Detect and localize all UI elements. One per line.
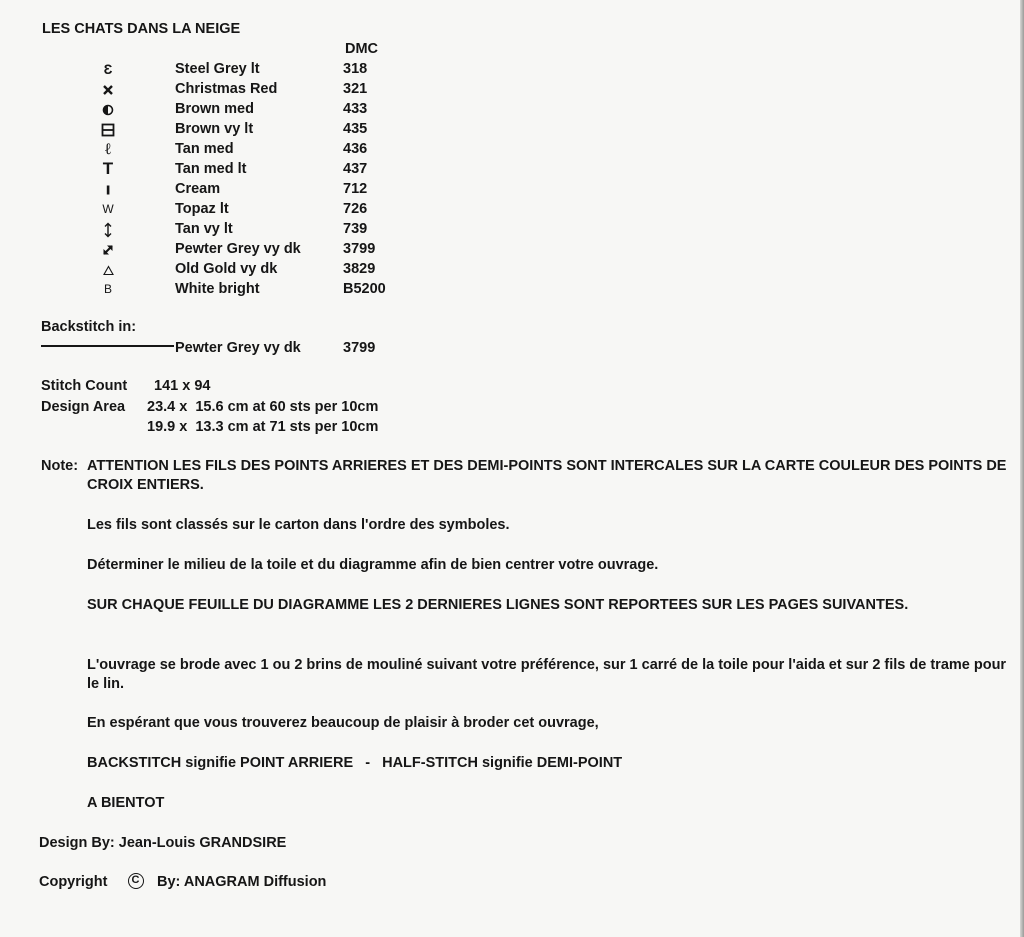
dmc-code: 712 — [343, 181, 368, 197]
note-paragraph: En espérant que vous trouverez beaucoup de plaisir à broder cet ouvrage, — [87, 715, 599, 731]
note-paragraph: A BIENTOT — [87, 795, 165, 811]
backstitch-label: Backstitch in: — [41, 319, 137, 335]
copyright-by: By: ANAGRAM Diffusion — [157, 874, 327, 890]
cross-icon — [98, 80, 118, 98]
thread-name: Pewter Grey vy dk — [175, 241, 301, 257]
backstitch-line-sample — [41, 345, 174, 347]
dmc-code: 726 — [343, 201, 368, 217]
note-paragraph: BACKSTITCH signifie POINT ARRIERE - HALF-STITCH signifie DEMI-POINT — [87, 755, 623, 771]
dmc-code: 321 — [343, 81, 368, 97]
b-letter-icon: B — [103, 282, 112, 296]
stitch-count-value: 141 x 94 — [154, 378, 211, 394]
thread-name: Brown med — [175, 101, 254, 117]
design-by: Design By: Jean-Louis GRANDSIRE — [39, 835, 287, 851]
thread-name: Topaz lt — [175, 201, 229, 217]
triangle-icon — [98, 260, 118, 278]
note-paragraph: ATTENTION LES FILS DES POINTS ARRIERES ET DES DEMI-POINTS SONT INTERCALES SUR LA CARTE COULEUR DES POINTS DE CROIX ENTIERS. — [87, 458, 1007, 493]
dmc-code: 3829 — [343, 261, 376, 277]
note-paragraph: SUR CHAQUE FEUILLE DU DIAGRAMME LES 2 DERNIERES LIGNES SONT REPORTEES SUR LES PAGES SUIVANTES. — [87, 597, 909, 613]
vertical-bar-icon — [98, 180, 118, 198]
dmc-code: B5200 — [343, 281, 386, 297]
thread-name: Steel Grey lt — [175, 61, 260, 77]
thread-name: Tan vy lt — [175, 221, 233, 237]
thread-name: White bright — [175, 281, 260, 297]
dmc-code: 739 — [343, 221, 368, 237]
design-area-line-1: 23.4 x 15.6 cm at 60 sts per 10cm — [147, 399, 379, 415]
page-edge-shadow — [1020, 0, 1024, 937]
dmc-code: 3799 — [343, 241, 376, 257]
half-circle-icon — [98, 100, 118, 118]
t-bar-icon: T — [102, 159, 114, 178]
backstitch-dmc-code: 3799 — [343, 340, 376, 356]
epsilon-icon: Ɛ — [103, 61, 113, 77]
stitch-count-label: Stitch Count — [41, 378, 128, 394]
design-area-line-2: 19.9 x 13.3 cm at 71 sts per 10cm — [147, 419, 379, 435]
note-paragraph: Les fils sont classés sur le carton dans l'ordre des symboles. — [87, 517, 510, 533]
backstitch-thread-name: Pewter Grey vy dk — [175, 340, 301, 356]
dmc-code: 437 — [343, 161, 368, 177]
page-title: LES CHATS DANS LA NEIGE — [42, 21, 241, 37]
dmc-code: 433 — [343, 101, 368, 117]
script-l-icon: ℓ — [105, 139, 111, 158]
diagonal-arrow-icon — [98, 240, 118, 258]
copyright-letter: C — [131, 874, 140, 886]
thread-name: Tan med — [175, 141, 234, 157]
copyright-label: Copyright — [39, 874, 108, 890]
thread-name: Christmas Red — [175, 81, 278, 97]
dmc-column-header: DMC — [345, 41, 379, 57]
dmc-code: 435 — [343, 121, 368, 137]
note-paragraph: Déterminer le milieu de la toile et du diagramme afin de bien centrer votre ouvrage. — [87, 557, 659, 573]
thread-name: Old Gold vy dk — [175, 261, 278, 277]
thread-name: Brown vy lt — [175, 121, 254, 137]
updown-arrow-icon — [98, 220, 118, 238]
thread-name: Cream — [175, 181, 221, 197]
w-letter-icon: W — [102, 202, 114, 216]
boxed-line-icon — [98, 120, 118, 138]
note-label: Note: — [41, 458, 79, 474]
dmc-code: 436 — [343, 141, 368, 157]
copyright-icon — [128, 873, 144, 889]
design-area-label: Design Area — [41, 399, 126, 415]
dmc-code: 318 — [343, 61, 368, 77]
note-paragraph: L'ouvrage se brode avec 1 ou 2 brins de mouliné suivant votre préférence, sur 1 carré de la toile pour l'aida et sur 2 fils de trame pour le lin. — [87, 657, 1007, 692]
thread-name: Tan med lt — [175, 161, 247, 177]
